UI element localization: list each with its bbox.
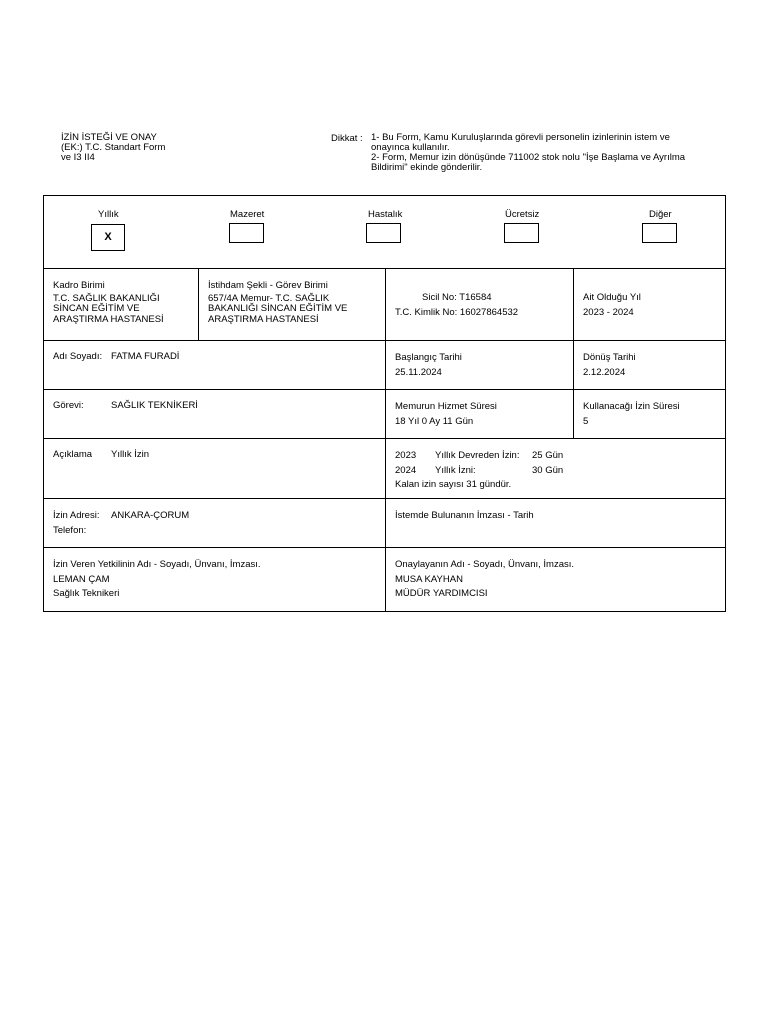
gorevi-cell (44, 390, 385, 438)
adi-soyadi-label: Adı Soyadı: (53, 351, 103, 362)
gorevi-label: Görevi: (53, 400, 84, 411)
leave-type-row (44, 196, 725, 269)
dikkat-label: Dikkat : (331, 133, 363, 144)
name-row (44, 341, 725, 390)
kadro-birimi-cell (44, 269, 198, 340)
devreden-label: Yıllık Devreden İzin: (435, 450, 520, 461)
baslangic-value: 25.11.2024 (395, 366, 442, 378)
izin-hesap-cell (385, 439, 725, 498)
izin-veren-cell (44, 548, 385, 611)
telefon-label: Telefon: (53, 524, 87, 536)
leave-type-yillik-checkbox[interactable]: X (91, 224, 125, 251)
form-title-block (61, 133, 261, 163)
donus-value: 2.12.2024 (583, 366, 626, 378)
istemde-label: İstemde Bulunanın İmzası - Tarih (395, 510, 534, 521)
leave-type-hastalik-label: Hastalık (368, 209, 403, 220)
hizmet-value: 18 Yıl 0 Ay 11 Gün (395, 415, 474, 427)
ait-oldugu-yil-label: Ait Olduğu Yıl (583, 292, 641, 303)
dikkat-note-line: 2- Form, Memur izin dönüşünde 711002 stok nolu "İşe Başlama ve Ayrılma (371, 152, 686, 163)
kullanacagi-cell (573, 390, 725, 438)
istihdam-value: ARAŞTIRMA HASTANESİ (208, 313, 319, 325)
devreden-izin-line (395, 449, 716, 464)
izin-veren-name: LEMAN ÇAM (53, 573, 110, 585)
kullanacagi-value: 5 (583, 415, 589, 427)
onaylayan-label: Onaylayanın Adı - Soyadı, Ünvanı, İmzası. (395, 559, 575, 570)
ait-oldugu-yil-value: 2023 - 2024 (583, 306, 634, 318)
form-standard-line: (EK:) T.C. Standart Form (61, 142, 166, 153)
devreden-year: 2023 (395, 450, 417, 461)
istihdam-value: BAKANLIĞI SİNCAN EĞİTİM VE (208, 303, 348, 314)
kadro-birimi-value: SİNCAN EĞİTİM VE (53, 303, 140, 314)
duty-row (44, 390, 725, 439)
address-row (44, 499, 725, 548)
unit-row (44, 269, 725, 341)
aciklama-value: Yıllık İzin (111, 449, 150, 460)
leave-type-mazeret-checkbox[interactable] (229, 223, 264, 243)
hizmet-cell (385, 390, 573, 438)
yillik-izin-line (395, 464, 716, 479)
adi-soyadi-cell (44, 341, 385, 389)
onaylayan-title: MÜDÜR YARDIMCISI (395, 588, 488, 599)
baslangic-cell (385, 341, 573, 389)
izin-veren-title: Sağlık Teknikeri (53, 588, 120, 599)
sicil-cell (385, 269, 573, 340)
aciklama-cell (44, 439, 385, 498)
devreden-days: 25 Gün (532, 450, 564, 461)
kalan-izin: Kalan izin sayısı 31 gündür. (395, 479, 512, 490)
baslangic-label: Başlangıç Tarihi (395, 352, 462, 363)
leave-type-ucretsiz-checkbox[interactable] (504, 223, 539, 243)
istihdam-cell (198, 269, 385, 340)
aciklama-label: Açıklama (53, 449, 93, 460)
leave-type-ucretsiz-label: Ücretsiz (505, 209, 540, 220)
yillik-days: 30 Gün (532, 464, 564, 476)
leave-request-form (43, 195, 726, 612)
dikkat-notes (371, 133, 701, 173)
kadro-birimi-value: ARAŞTIRMA HASTANESİ (53, 313, 164, 325)
dikkat-note-line: onayınca kullanılır. (371, 142, 450, 153)
form-code-line: ve I3 II4 (61, 152, 95, 163)
leave-type-mazeret-label: Mazeret (230, 209, 265, 220)
leave-type-yillik-label: Yıllık (98, 209, 119, 220)
izin-adresi-line (53, 509, 376, 524)
donus-cell (573, 341, 725, 389)
izin-adresi-cell (44, 499, 385, 547)
istihdam-value: 657/4A Memur- T.C. SAĞLIK (208, 292, 330, 304)
leave-type-diger-label: Diğer (649, 209, 672, 220)
onaylayan-name: MUSA KAYHAN (395, 573, 463, 585)
istihdam-label: İstihdam Şekli - Görev Birimi (208, 280, 328, 291)
yillik-label: Yıllık İzni: (435, 464, 476, 476)
yillik-year: 2024 (395, 464, 417, 476)
dikkat-note-line: 1- Bu Form, Kamu Kuruluşlarında görevli personelin izinlerinin istem ve (371, 132, 670, 143)
kadro-birimi-label: Kadro Birimi (53, 280, 105, 291)
hizmet-label: Memurun Hizmet Süresi (395, 401, 497, 412)
onaylayan-cell (385, 548, 725, 611)
tc-kimlik-no: T.C. Kimlik No: 16027864532 (395, 306, 519, 318)
izin-adresi-label: İzin Adresi: (53, 510, 100, 521)
kadro-birimi-value: T.C. SAĞLIK BAKANLIĞI (53, 292, 160, 304)
izin-veren-label: İzin Veren Yetkilinin Adı - Soyadı, Ünvanı, İmzası. (53, 559, 261, 570)
gorevi-value: SAĞLIK TEKNİKERİ (111, 400, 198, 411)
kullanacagi-label: Kullanacağı İzin Süresi (583, 401, 680, 412)
donus-label: Dönüş Tarihi (583, 352, 636, 363)
dikkat-note-line: Bildirimi" ekinde gönderilir. (371, 162, 483, 173)
leave-type-hastalik-checkbox[interactable] (366, 223, 401, 243)
signature-row (44, 548, 725, 611)
description-row (44, 439, 725, 499)
form-title: İZİN İSTEĞİ VE ONAY (61, 132, 157, 143)
leave-type-diger-checkbox[interactable] (642, 223, 677, 243)
ait-oldugu-yil-cell (573, 269, 725, 340)
adi-soyadi-value: FATMA FURADİ (111, 351, 180, 362)
istemde-cell (385, 499, 725, 547)
sicil-no: Sicil No: T16584 (422, 292, 492, 303)
izin-adresi-value: ANKARA-ÇORUM (111, 510, 190, 521)
